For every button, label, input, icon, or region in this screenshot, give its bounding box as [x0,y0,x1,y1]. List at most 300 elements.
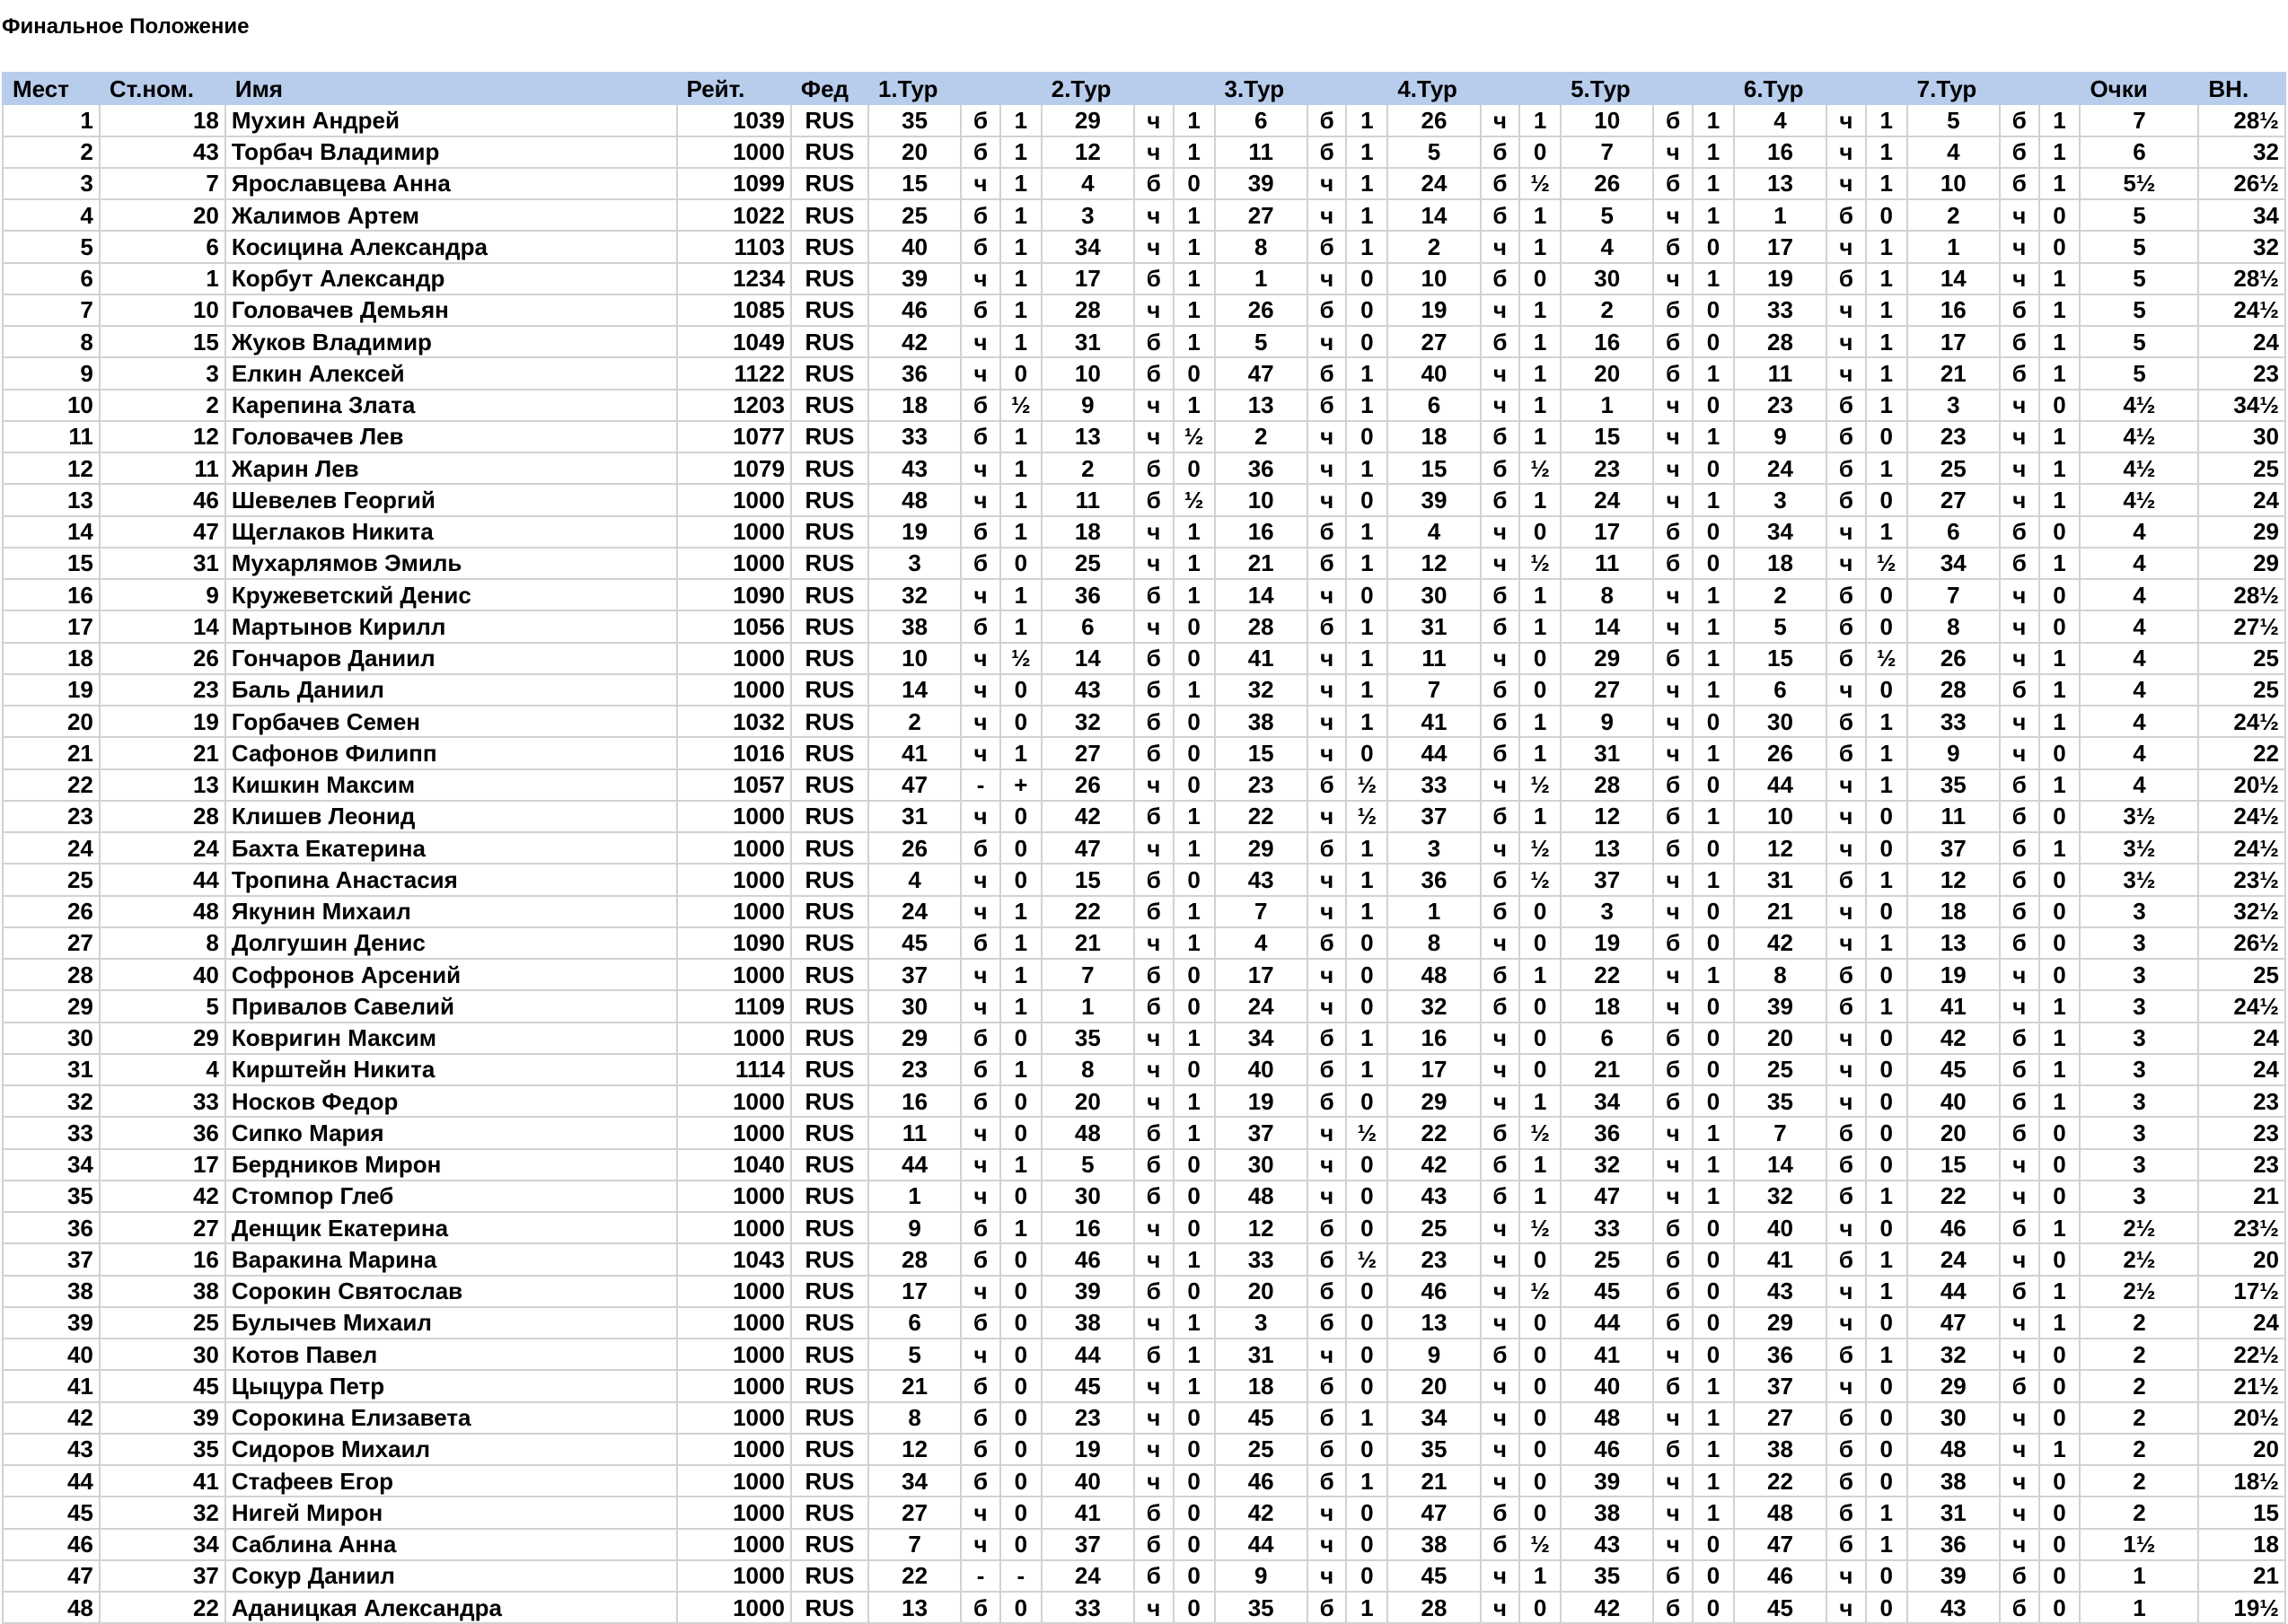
round6-color-cell: б [1826,1434,1866,1465]
round6-opponent-cell: 2 [1734,579,1826,610]
round1-opponent-cell: 3 [868,548,961,579]
round7-result-cell: 1 [2039,1023,2081,1054]
round4-result-cell: 1 [1519,294,1561,326]
federation-cell: RUS [791,832,868,864]
round2-color-cell: б [1134,1529,1174,1560]
round5-opponent-cell: 8 [1561,579,1653,610]
round4-result-cell: 1 [1519,1181,1561,1212]
round1-result-cell: 0 [1000,1402,1042,1434]
round2-result-cell: 1 [1174,326,1215,357]
player-name-cell: Мухарлямов Эмиль [225,548,677,579]
round2-color-cell: б [1134,1181,1174,1212]
round1-opponent-cell: 1 [868,1181,961,1212]
round3-opponent-cell: 1 [1215,263,1307,294]
round5-result-cell: 0 [1693,927,1734,959]
points-cell: 2 [2080,1339,2198,1370]
round3-result-cell: 0 [1346,737,1387,768]
header-round3-opponent: 3.Тур [1215,73,1307,104]
tiebreak-cell: 34 [2198,199,2285,231]
player-name-cell: Сипко Мария [225,1117,677,1148]
tiebreak-cell: 18 [2198,1529,2285,1560]
round5-opponent-cell: 25 [1561,1243,1653,1275]
round5-result-cell: 0 [1693,1212,1734,1243]
round3-color-cell: б [1307,231,1347,262]
round4-color-cell: ч [1481,548,1520,579]
player-name-cell: Стомпор Глеб [225,1181,677,1212]
round5-result-cell: 1 [1693,357,1734,389]
place-cell: 13 [3,484,100,515]
round5-opponent-cell: 41 [1561,1339,1653,1370]
start-number-cell: 45 [100,1370,225,1401]
round6-result-cell: 0 [1866,199,1907,231]
round7-color-cell: б [2000,674,2039,706]
start-number-cell: 48 [100,896,225,927]
round6-opponent-cell: 34 [1734,516,1826,548]
round6-opponent-cell: 19 [1734,263,1826,294]
round1-opponent-cell: 34 [868,1465,961,1497]
player-name-cell: Гончаров Даниил [225,643,677,674]
round1-color-cell: б [961,1307,1000,1339]
points-cell: 4 [2080,643,2198,674]
round7-result-cell: 0 [2039,864,2081,895]
round5-result-cell: 1 [1693,1465,1734,1497]
tiebreak-cell: 29 [2198,548,2285,579]
player-name-cell: Головачев Демьян [225,294,677,326]
round7-color-cell: ч [2000,421,2039,452]
rating-cell: 1000 [677,548,791,579]
round7-color-cell: б [2000,927,2039,959]
round6-opponent-cell: 29 [1734,1307,1826,1339]
round6-result-cell: 1 [1866,990,1907,1022]
round7-color-cell: ч [2000,737,2039,768]
round1-result-cell: 0 [1000,1592,1042,1623]
round5-opponent-cell: 38 [1561,1497,1653,1528]
round3-color-cell: б [1307,548,1347,579]
header-round1-color [961,73,1000,104]
round4-result-cell: 0 [1519,1592,1561,1623]
round5-opponent-cell: 21 [1561,1054,1653,1085]
round3-result-cell: 1 [1346,168,1387,199]
round1-result-cell: 0 [1000,1370,1042,1401]
start-number-cell: 4 [100,1054,225,1085]
table-row [3,1085,2285,1117]
round6-result-cell: 0 [1866,1117,1907,1148]
round6-color-cell: ч [1826,1054,1866,1085]
table-row [3,896,2285,927]
round2-opponent-cell: 22 [1042,896,1134,927]
rating-cell: 1000 [677,1560,791,1592]
table-row [3,610,2285,642]
player-name-cell: Бахта Екатерина [225,832,677,864]
round5-opponent-cell: 17 [1561,516,1653,548]
table-row [3,927,2285,959]
round6-color-cell: ч [1826,136,1866,168]
table-row [3,737,2285,768]
tiebreak-cell: 30 [2198,421,2285,452]
header-round4-color [1481,73,1520,104]
round5-opponent-cell: 7 [1561,136,1653,168]
tiebreak-cell: 24 [2198,1023,2285,1054]
points-cell: 5½ [2080,168,2198,199]
points-cell: 4 [2080,548,2198,579]
round6-color-cell: ч [1826,1560,1866,1592]
rating-cell: 1203 [677,390,791,421]
start-number-cell: 23 [100,674,225,706]
round5-result-cell: 0 [1693,548,1734,579]
round1-opponent-cell: 29 [868,1023,961,1054]
start-number-cell: 36 [100,1117,225,1148]
round2-opponent-cell: 36 [1042,579,1134,610]
round3-result-cell: 0 [1346,1181,1387,1212]
round7-color-cell: б [2000,1023,2039,1054]
start-number-cell: 41 [100,1465,225,1497]
round7-opponent-cell: 40 [1907,1085,2000,1117]
round3-result-cell: 1 [1346,832,1387,864]
round6-color-cell: б [1826,1339,1866,1370]
round5-opponent-cell: 9 [1561,706,1653,737]
round2-result-cell: 0 [1174,769,1215,801]
round4-result-cell: 1 [1519,801,1561,832]
round3-color-cell: ч [1307,706,1347,737]
player-name-cell: Долгушин Денис [225,927,677,959]
place-cell: 39 [3,1307,100,1339]
player-name-cell: Сидоров Михаил [225,1434,677,1465]
round6-opponent-cell: 37 [1734,1370,1826,1401]
round3-color-cell: б [1307,1434,1347,1465]
start-number-cell: 15 [100,326,225,357]
round1-opponent-cell: 26 [868,832,961,864]
round7-opponent-cell: 6 [1907,516,2000,548]
round4-opponent-cell: 42 [1387,1149,1480,1181]
round5-result-cell: 0 [1693,516,1734,548]
round2-color-cell: ч [1134,390,1174,421]
round6-opponent-cell: 36 [1734,1339,1826,1370]
place-cell: 48 [3,1592,100,1623]
round4-color-cell: ч [1481,516,1520,548]
round4-result-cell: ½ [1519,1529,1561,1560]
round1-color-cell: ч [961,1181,1000,1212]
round4-opponent-cell: 41 [1387,706,1480,737]
round6-opponent-cell: 44 [1734,769,1826,801]
round5-result-cell: 0 [1693,1276,1734,1307]
table-row [3,1497,2285,1528]
round6-opponent-cell: 11 [1734,357,1826,389]
table-row [3,1434,2285,1465]
round3-color-cell: ч [1307,1149,1347,1181]
start-number-cell: 11 [100,452,225,484]
round5-opponent-cell: 42 [1561,1592,1653,1623]
place-cell: 5 [3,231,100,262]
rating-cell: 1032 [677,706,791,737]
round1-result-cell: 1 [1000,231,1042,262]
round2-color-cell: б [1134,484,1174,515]
place-cell: 28 [3,959,100,990]
table-row [3,579,2285,610]
round1-opponent-cell: 5 [868,1339,961,1370]
round4-opponent-cell: 44 [1387,737,1480,768]
round6-opponent-cell: 14 [1734,1149,1826,1181]
rating-cell: 1000 [677,1339,791,1370]
round6-color-cell: б [1826,484,1866,515]
round7-opponent-cell: 23 [1907,421,2000,452]
round6-result-cell: 1 [1866,452,1907,484]
round1-opponent-cell: 24 [868,896,961,927]
round1-color-cell: ч [961,168,1000,199]
round1-result-cell: 0 [1000,1434,1042,1465]
round3-color-cell: ч [1307,1117,1347,1148]
round3-color-cell: ч [1307,1497,1347,1528]
round1-color-cell: б [961,1212,1000,1243]
round7-opponent-cell: 47 [1907,1307,2000,1339]
round2-result-cell: 1 [1174,548,1215,579]
round6-opponent-cell: 30 [1734,706,1826,737]
round4-opponent-cell: 6 [1387,390,1480,421]
round6-result-cell: 1 [1866,357,1907,389]
round7-result-cell: 1 [2039,357,2081,389]
tiebreak-cell: 18½ [2198,1465,2285,1497]
player-name-cell: Торбач Владимир [225,136,677,168]
round7-opponent-cell: 34 [1907,548,2000,579]
round3-color-cell: б [1307,610,1347,642]
round3-color-cell: б [1307,832,1347,864]
rating-cell: 1000 [677,1276,791,1307]
round3-opponent-cell: 16 [1215,516,1307,548]
round6-result-cell: 1 [1866,516,1907,548]
round1-color-cell: б [961,390,1000,421]
round7-result-cell: 0 [2039,1465,2081,1497]
round4-result-cell: 0 [1519,1339,1561,1370]
round2-result-cell: 1 [1174,390,1215,421]
round3-color-cell: б [1307,1370,1347,1401]
player-name-cell: Корбут Александр [225,263,677,294]
round5-color-cell: ч [1653,610,1693,642]
round1-result-cell: 1 [1000,294,1042,326]
round5-opponent-cell: 10 [1561,104,1653,136]
rating-cell: 1000 [677,1497,791,1528]
round1-color-cell: ч [961,452,1000,484]
federation-cell: RUS [791,263,868,294]
round1-color-cell: б [961,1054,1000,1085]
round7-opponent-cell: 4 [1907,136,2000,168]
round3-color-cell: ч [1307,864,1347,895]
round6-result-cell: 1 [1866,326,1907,357]
round5-opponent-cell: 40 [1561,1370,1653,1401]
round1-opponent-cell: 47 [868,769,961,801]
player-name-cell: Нигей Мирон [225,1497,677,1528]
round3-result-cell: 1 [1346,674,1387,706]
round1-opponent-cell: 23 [868,1054,961,1085]
points-cell: 3½ [2080,864,2198,895]
round4-opponent-cell: 39 [1387,484,1480,515]
round6-opponent-cell: 28 [1734,326,1826,357]
round1-opponent-cell: 38 [868,610,961,642]
round3-result-cell: 1 [1346,1054,1387,1085]
round4-opponent-cell: 17 [1387,1054,1480,1085]
table-row [3,1023,2285,1054]
round4-opponent-cell: 9 [1387,1339,1480,1370]
round6-result-cell: 0 [1866,1560,1907,1592]
place-cell: 12 [3,452,100,484]
round1-result-cell: 1 [1000,168,1042,199]
round7-result-cell: 1 [2039,484,2081,515]
round6-opponent-cell: 1 [1734,199,1826,231]
round2-result-cell: 1 [1174,104,1215,136]
round7-result-cell: 0 [2039,896,2081,927]
table-row [3,1592,2285,1623]
round2-result-cell: 0 [1174,737,1215,768]
round2-color-cell: ч [1134,1307,1174,1339]
player-name-cell: Цыцура Петр [225,1370,677,1401]
round2-color-cell: б [1134,674,1174,706]
round3-opponent-cell: 3 [1215,1307,1307,1339]
place-cell: 9 [3,357,100,389]
round1-result-cell: + [1000,769,1042,801]
round2-opponent-cell: 15 [1042,864,1134,895]
round7-color-cell: ч [2000,610,2039,642]
round1-color-cell: б [961,199,1000,231]
round7-result-cell: 1 [2039,263,2081,294]
round3-color-cell: б [1307,1212,1347,1243]
round4-opponent-cell: 19 [1387,294,1480,326]
round3-result-cell: 0 [1346,326,1387,357]
round2-result-cell: 0 [1174,452,1215,484]
round5-opponent-cell: 34 [1561,1085,1653,1117]
place-cell: 24 [3,832,100,864]
rating-cell: 1090 [677,927,791,959]
round7-opponent-cell: 46 [1907,1212,2000,1243]
round4-result-cell: 0 [1519,927,1561,959]
federation-cell: RUS [791,199,868,231]
round1-opponent-cell: 25 [868,199,961,231]
round7-opponent-cell: 32 [1907,1339,2000,1370]
round3-result-cell: 1 [1346,643,1387,674]
federation-cell: RUS [791,168,868,199]
round4-color-cell: б [1481,421,1520,452]
round1-color-cell: б [961,516,1000,548]
round5-color-cell: б [1653,1560,1693,1592]
round7-result-cell: 0 [2039,516,2081,548]
round2-opponent-cell: 41 [1042,1497,1134,1528]
federation-cell: RUS [791,1054,868,1085]
round4-color-cell: ч [1481,1054,1520,1085]
round3-result-cell: 1 [1346,1465,1387,1497]
round4-result-cell: 0 [1519,1054,1561,1085]
round2-color-cell: ч [1134,199,1174,231]
round3-color-cell: б [1307,516,1347,548]
round7-color-cell: б [2000,769,2039,801]
player-name-cell: Якунин Михаил [225,896,677,927]
round6-result-cell: 1 [1866,769,1907,801]
round7-result-cell: 0 [2039,1370,2081,1401]
round3-result-cell: 0 [1346,484,1387,515]
round1-result-cell: 0 [1000,801,1042,832]
tiebreak-cell: 28½ [2198,579,2285,610]
table-row [3,1465,2285,1497]
round7-color-cell: б [2000,136,2039,168]
round6-result-cell: 0 [1866,579,1907,610]
round2-opponent-cell: 6 [1042,610,1134,642]
points-cell: 1½ [2080,1529,2198,1560]
rating-cell: 1049 [677,326,791,357]
round7-result-cell: 0 [2039,1117,2081,1148]
round3-opponent-cell: 5 [1215,326,1307,357]
rating-cell: 1039 [677,104,791,136]
round7-color-cell: б [2000,1085,2039,1117]
round3-opponent-cell: 7 [1215,896,1307,927]
table-row [3,390,2285,421]
round1-color-cell: ч [961,1117,1000,1148]
tiebreak-cell: 24 [2198,484,2285,515]
round1-result-cell: 1 [1000,990,1042,1022]
round5-color-cell: б [1653,832,1693,864]
header-round4-opponent: 4.Тур [1387,73,1480,104]
round5-opponent-cell: 13 [1561,832,1653,864]
round4-color-cell: б [1481,801,1520,832]
table-row [3,1117,2285,1148]
round2-opponent-cell: 11 [1042,484,1134,515]
round1-color-cell: ч [961,990,1000,1022]
round2-opponent-cell: 39 [1042,1276,1134,1307]
round3-result-cell: 1 [1346,136,1387,168]
round4-opponent-cell: 3 [1387,832,1480,864]
round5-color-cell: б [1653,104,1693,136]
round7-result-cell: 0 [2039,1149,2081,1181]
round4-result-cell: 1 [1519,104,1561,136]
points-cell: 4½ [2080,484,2198,515]
round2-color-cell: б [1134,1560,1174,1592]
round4-color-cell: б [1481,168,1520,199]
round3-result-cell: 1 [1346,1402,1387,1434]
start-number-cell: 35 [100,1434,225,1465]
federation-cell: RUS [791,452,868,484]
player-name-cell: Жуков Владимир [225,326,677,357]
round5-result-cell: 0 [1693,452,1734,484]
round2-color-cell: б [1134,643,1174,674]
round2-result-cell: 0 [1174,706,1215,737]
start-number-cell: 7 [100,168,225,199]
round3-result-cell: 0 [1346,990,1387,1022]
round2-color-cell: ч [1134,832,1174,864]
round3-opponent-cell: 43 [1215,864,1307,895]
round4-color-cell: б [1481,1181,1520,1212]
standings-table [2,72,2286,1624]
round2-result-cell: 1 [1174,136,1215,168]
federation-cell: RUS [791,579,868,610]
player-name-cell: Клишев Леонид [225,801,677,832]
player-name-cell: Косицина Александра [225,231,677,262]
round6-color-cell: ч [1826,168,1866,199]
start-number-cell: 34 [100,1529,225,1560]
round7-color-cell: ч [2000,643,2039,674]
round1-result-cell: 1 [1000,421,1042,452]
place-cell: 27 [3,927,100,959]
round7-opponent-cell: 22 [1907,1181,2000,1212]
start-number-cell: 16 [100,1243,225,1275]
round2-opponent-cell: 28 [1042,294,1134,326]
round2-result-cell: 0 [1174,357,1215,389]
round7-result-cell: 1 [2039,168,2081,199]
round1-color-cell: б [961,1243,1000,1275]
round5-opponent-cell: 26 [1561,168,1653,199]
round7-result-cell: 1 [2039,832,2081,864]
start-number-cell: 32 [100,1497,225,1528]
round4-opponent-cell: 33 [1387,769,1480,801]
round1-result-cell: 0 [1000,1339,1042,1370]
round2-opponent-cell: 34 [1042,231,1134,262]
round6-opponent-cell: 17 [1734,231,1826,262]
round3-color-cell: ч [1307,643,1347,674]
round4-color-cell: б [1481,610,1520,642]
